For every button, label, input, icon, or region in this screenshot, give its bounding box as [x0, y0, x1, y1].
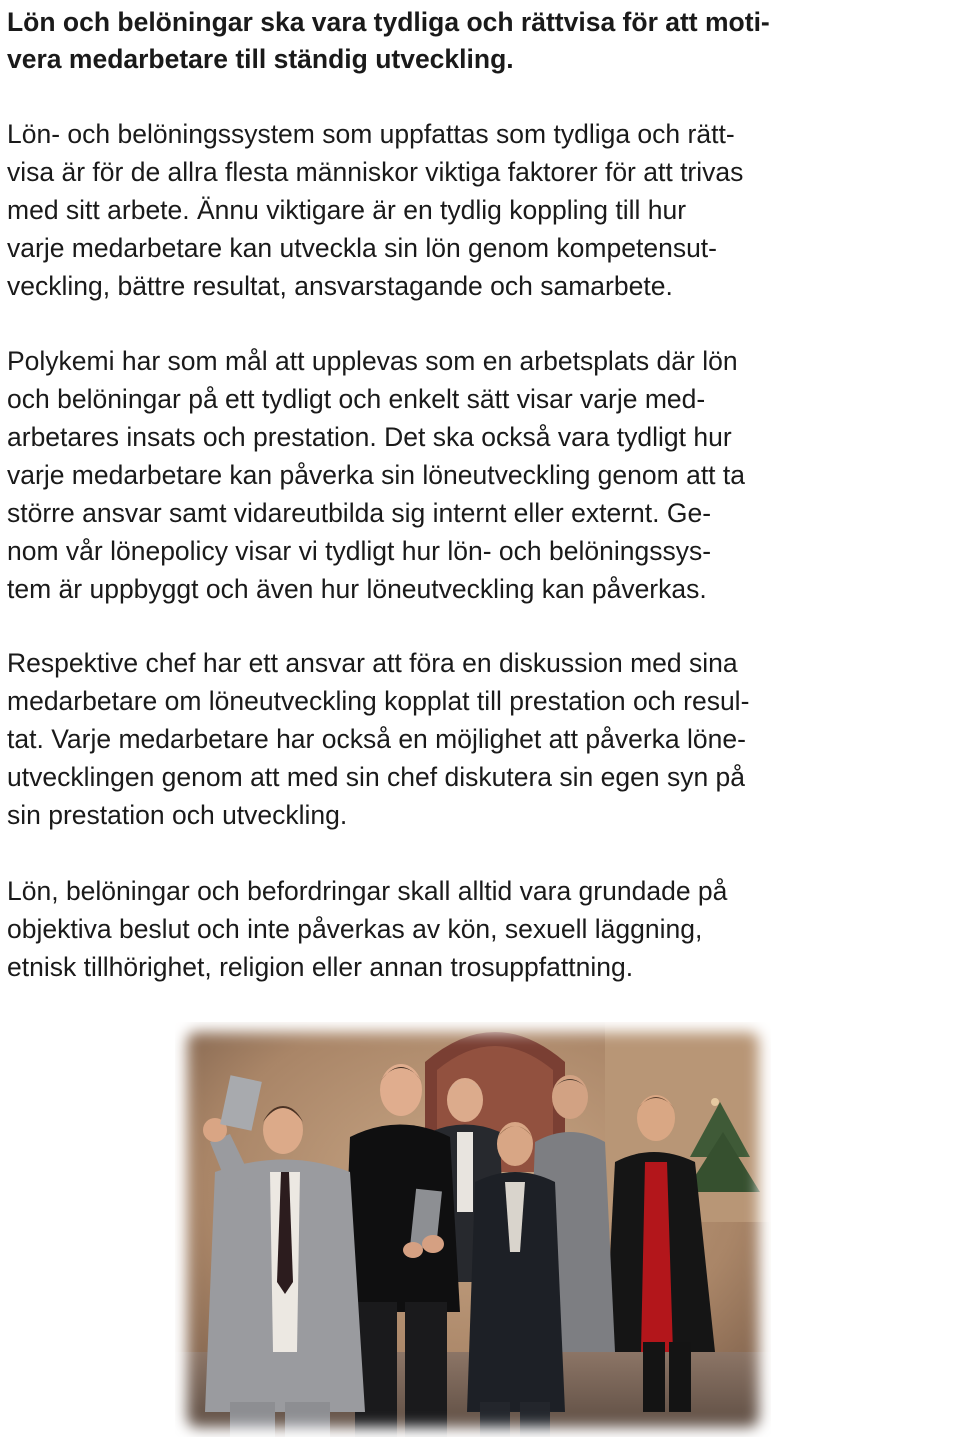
text-line: utvecklingen genom att med sin chef diskutera sin egen syn på — [7, 762, 746, 792]
text-line: med sitt arbete. Ännu viktigare är en tydlig koppling till hur — [7, 195, 687, 225]
text-line: tat. Varje medarbetare har också en möjlighet att påverka löne- — [7, 724, 746, 754]
text-line: nom vår lönepolicy visar vi tydligt hur lön- och belöningssys- — [7, 536, 712, 566]
text-line: veckling, bättre resultat, ansvarstagande och samarbete. — [7, 271, 673, 301]
group-photo — [175, 1022, 771, 1437]
text-line: varje medarbetare kan påverka sin löneutveckling genom att ta — [7, 460, 746, 490]
text-line: medarbetare om löneutveckling kopplat till prestation och resul- — [7, 686, 750, 716]
document-page — [7, 0, 955, 986]
text-line: visa är för de allra flesta människor viktiga faktorer för att trivas — [7, 157, 744, 187]
text-line: objektiva beslut och inte påverkas av kön, sexuell läggning, — [7, 914, 703, 944]
text-line: Lön- och belöningssystem som uppfattas som tydliga och rätt- — [7, 119, 735, 149]
heading-line: vera medarbetare till ständig utveckling. — [7, 44, 514, 74]
group-photo-illustration — [175, 1022, 771, 1437]
text-line: tem är uppbyggt och även hur löneutveckling kan påverkas. — [7, 574, 707, 604]
paragraph-salary-systems — [7, 115, 955, 305]
text-line: Polykemi har som mål att upplevas som en arbetsplats där lön — [7, 346, 738, 376]
paragraph-objective-decisions — [7, 872, 955, 986]
text-line: Respektive chef har ett ansvar att föra en diskussion med sina — [7, 648, 738, 678]
paragraph-manager-responsibility — [7, 644, 955, 834]
paragraph-polykemi-goal — [7, 342, 955, 608]
heading-line: Lön och belöningar ska vara tydliga och rättvisa för att moti- — [7, 7, 770, 37]
text-line: varje medarbetare kan utveckla sin lön genom kompetensut- — [7, 233, 717, 263]
text-line: och belöningar på ett tydligt och enkelt sätt visar varje med- — [7, 384, 706, 414]
heading — [7, 4, 955, 78]
text-line: sin prestation och utveckling. — [7, 800, 348, 830]
text-line: etnisk tillhörighet, religion eller annan trosuppfattning. — [7, 952, 634, 982]
text-line: Lön, belöningar och befordringar skall alltid vara grundade på — [7, 876, 728, 906]
text-line: större ansvar samt vidareutbilda sig internt eller externt. Ge- — [7, 498, 712, 528]
text-line: arbetares insats och prestation. Det ska också vara tydligt hur — [7, 422, 732, 452]
